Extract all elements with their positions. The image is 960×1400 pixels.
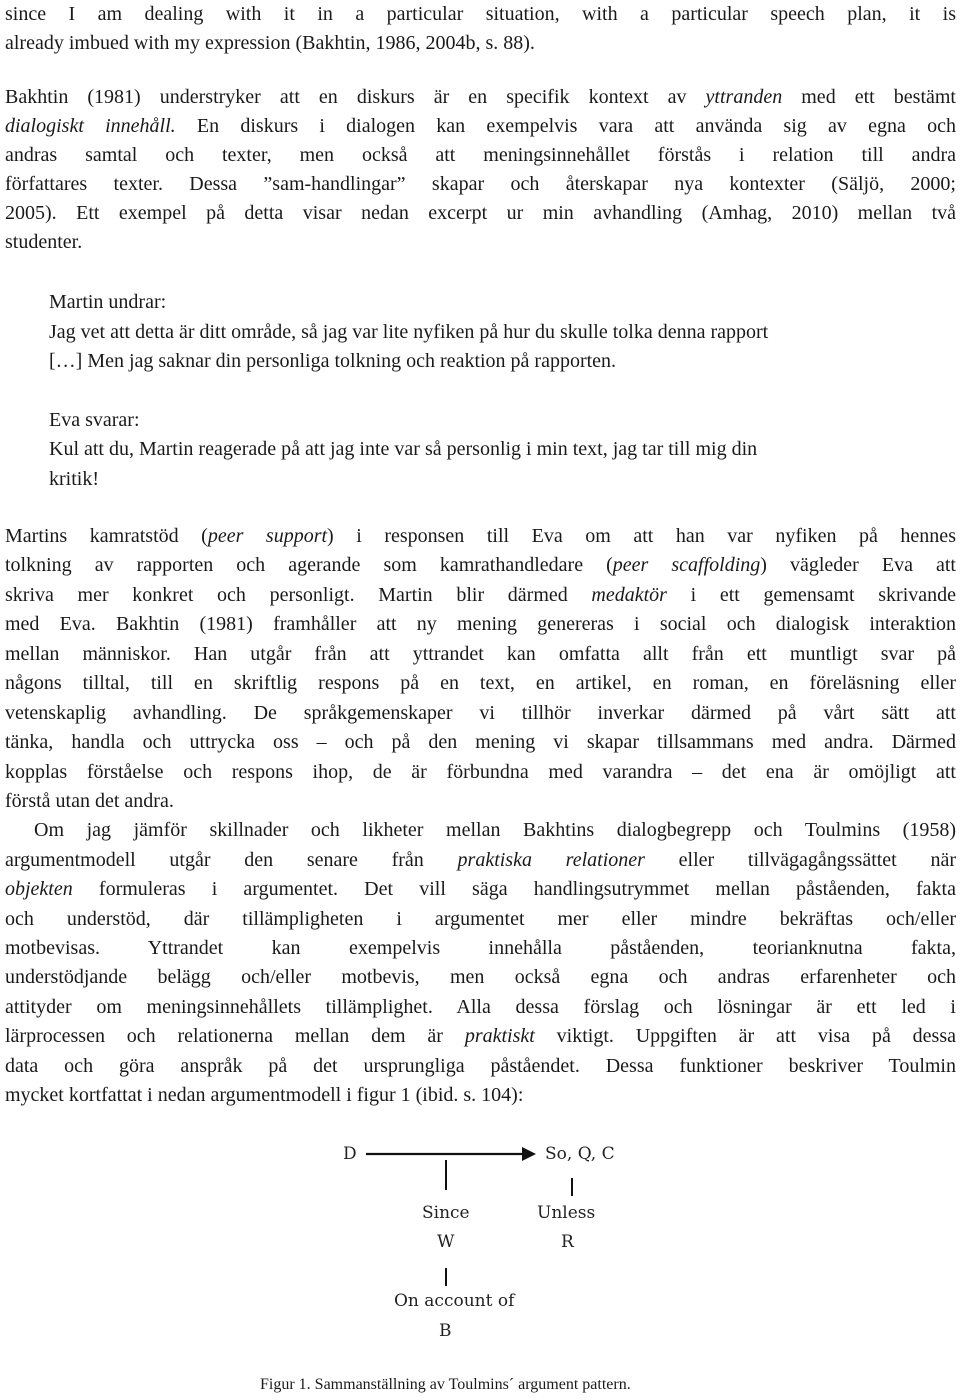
quote2-speaker: Eva svarar: [49, 409, 140, 431]
quote2-line-1: Kul att du, Martin reagerade på att jag inte var så personlig i min text, jag tar till mig din [49, 438, 758, 460]
diagram-label-backing: B [439, 1321, 452, 1341]
quote1-line-1: Jag vet att detta är ditt område, så jag var lite nyfiken på hur du skulle tolka denna rapport [49, 321, 769, 343]
emphasis-dialogiskt: dialogiskt innehåll. [5, 115, 176, 137]
diagram-label-on-account-of: On account of [394, 1291, 515, 1311]
para1-line-5: 2005). Ett exempel på detta visar nedan excerpt ur min avhandling (Amhag, 2010) mellan två [5, 202, 956, 224]
para2-line-4: med Eva. Bakhtin (1981) framhåller att ny mening genereras i social och dialogisk interaktion [5, 613, 956, 635]
para3-line-10: mycket kortfattat i nedan argumentmodell i figur 1 (ibid. s. 104): [5, 1084, 524, 1106]
diagram-label-rebuttal: R [561, 1232, 574, 1252]
figure-caption: Figur 1. Sammanställning av Toulmins´ argument pattern. [260, 1376, 631, 1393]
para2-line-8: tänka, handla och uttrycka oss – och på den mening vi skapar tillsammans med andra. Därmed [5, 731, 956, 753]
data-to-claim-arrowhead [522, 1147, 536, 1161]
para3-line-1: Om jag jämför skillnader och likheter mellan Bakhtins dialogbegrepp och Toulmins (1958) [34, 819, 956, 841]
para2-line-6: någons tilltal, till en skriftlig respons på en text, en artikel, en roman, en föreläsning eller [5, 672, 956, 694]
para2-line-5: mellan människor. Han utgår från att yttrandet kan omfatta allt från ett muntligt svar på [5, 643, 956, 665]
para3-line-7: attityder om meningsinnehållets tillämplighet. Alla dessa förslag och lösningar är ett led i [5, 996, 956, 1018]
para1-line-2: dialogiskt innehåll. En diskurs i dialogen kan exempelvis vara att använda sig av egna och [5, 115, 956, 137]
toulmin-diagram [0, 1130, 960, 1360]
intro-line-1: since I am dealing with it in a particular situation, with a particular speech plan, it is [5, 3, 956, 25]
para2-line-9: kopplas förståelse och respons ihop, de är förbundna med varandra – det ena är omöjligt att [5, 761, 956, 783]
para2-line-10: förstå utan det andra. [5, 790, 174, 812]
para1-line-3: andras samtal och texter, men också att meningsinnehållet förstås i relation till andra [5, 144, 956, 166]
para3-line-9: data och göra anspråk på det ursprungliga påståendet. Dessa funktioner beskriver Toulmin [5, 1055, 956, 1077]
para2-line-2: tolkning av rapporten och agerande som kamrathandledare (peer scaffolding) vägleder Eva att [5, 554, 956, 576]
diagram-label-unless: Unless [537, 1203, 596, 1223]
para2-line-1: Martins kamratstöd (peer support) i responsen till Eva om att han var nyfiken på hennes [5, 525, 956, 547]
para1-line-4: författares texter. Dessa ”sam-handlingar” skapar och återskapar nya kontexter (Säljö, 2000; [5, 173, 956, 195]
quote1-speaker: Martin undrar: [49, 291, 167, 313]
toulmin-diagram-lines [0, 1130, 960, 1360]
para3-line-8: lärprocessen och relationerna mellan dem är praktiskt viktigt. Uppgiften är att visa på dessa [5, 1025, 956, 1047]
para3-line-5: motbevisas. Yttrandet kan exempelvis innehålla påståenden, teorianknutna fakta, [5, 937, 956, 959]
emphasis-yttranden: yttranden [705, 86, 783, 108]
diagram-label-claim: So, Q, C [545, 1144, 615, 1164]
para3-line-6: understödjande belägg och/eller motbevis, men också egna och andras erfarenheter och [5, 966, 956, 988]
para2-line-7: vetenskaplig avhandling. De språkgemenskaper vi tillhör inverkar därmed på vårt sätt att [5, 702, 956, 724]
para2-line-3: skriva mer konkret och personligt. Martin blir därmed medaktör i ett gemensamt skrivande [5, 584, 957, 606]
diagram-label-data: D [343, 1144, 357, 1164]
para1-line-1: Bakhtin (1981) understryker att en diskurs är en specifik kontext av yttranden med ett bestämt [5, 86, 956, 108]
quote1-line-2: […] Men jag saknar din personliga tolkning och reaktion på rapporten. [49, 350, 617, 372]
para3-line-4: och understöd, där tillämpligheten i argumentet mer eller mindre bekräftas och/eller [5, 908, 956, 930]
para3-line-3: objekten formuleras i argumentet. Det vill säga handlingsutrymmet mellan påståenden, fakta [5, 878, 956, 900]
intro-line-2: already imbued with my expression (Bakhtin, 1986, 2004b, s. 88). [5, 32, 535, 54]
para3-line-2: argumentmodell utgår den senare från praktiska relationer eller tillvägagångssättet när [5, 849, 956, 871]
diagram-label-warrant: W [437, 1232, 455, 1252]
diagram-label-since: Since [422, 1203, 470, 1223]
quote2-line-2: kritik! [49, 468, 99, 490]
para1-line-6: studenter. [5, 231, 83, 253]
